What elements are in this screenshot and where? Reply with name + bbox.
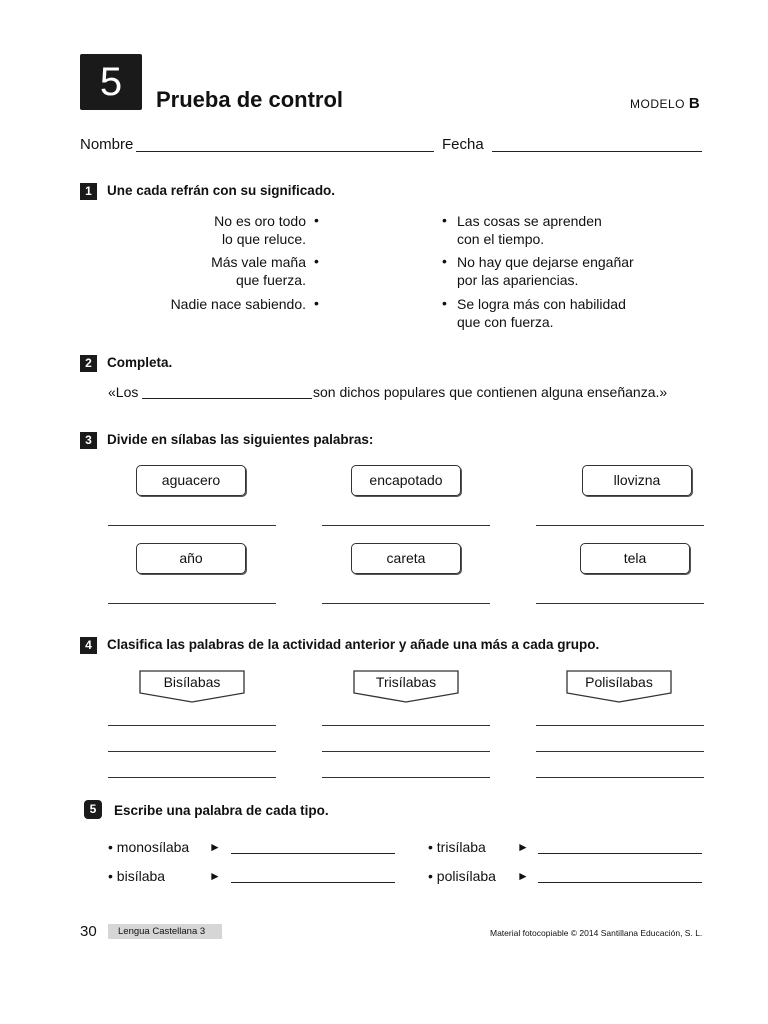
classify-line-3-1[interactable] [536, 725, 704, 726]
group-label-trisilabas: Trisílabas [375, 674, 437, 690]
match-dot-right-1[interactable]: • [442, 212, 447, 228]
match-dot-right-2[interactable]: • [442, 253, 447, 269]
exercise-1-number: 1 [80, 183, 97, 200]
syllable-line-3[interactable] [536, 525, 704, 526]
classify-line-1-2[interactable] [108, 751, 276, 752]
syllable-line-4[interactable] [108, 603, 276, 604]
meaning-1: Las cosas se aprenden con el tiempo. [457, 213, 602, 247]
word-box-careta: careta [351, 543, 461, 574]
arrow-icon: ► [209, 869, 221, 883]
exercise-5-number: 5 [84, 800, 102, 819]
meaning-3: Se logra más con habilidad que con fuerza. [457, 296, 626, 330]
classify-line-2-3[interactable] [322, 777, 490, 778]
meaning-2: No hay que dejarse engañar por las apariencias. [457, 254, 634, 288]
item-bisilaba: • bisílaba [108, 868, 166, 884]
answer-line-trisilaba[interactable] [538, 853, 702, 854]
match-dot-right-3[interactable]: • [442, 295, 447, 311]
classify-line-3-3[interactable] [536, 777, 704, 778]
proverb-1: No es oro todo lo que reluce. [214, 213, 306, 247]
fecha-label: Fecha [442, 136, 484, 153]
word-box-ano: año [136, 543, 246, 574]
exercise-5-instruction: Escribe una palabra de cada tipo. [114, 803, 329, 818]
match-dot-left-1[interactable]: • [314, 212, 319, 228]
word-box-tela: tela [580, 543, 690, 574]
group-tag-trisilabas [353, 670, 459, 704]
exercise-4-instruction: Clasifica las palabras de la actividad anterior y añade una más a cada grupo. [107, 637, 600, 652]
word-box-encapotado: encapotado [351, 465, 461, 496]
arrow-icon: ► [209, 840, 221, 854]
item-trisilaba: • trisílaba [428, 839, 486, 855]
answer-line-bisilaba[interactable] [231, 882, 395, 883]
completion-suffix: son dichos populares que contienen alguna enseñanza.» [313, 384, 668, 400]
classify-line-2-1[interactable] [322, 725, 490, 726]
group-label-polisilabas: Polisílabas [585, 674, 653, 690]
fecha-line[interactable] [492, 151, 702, 152]
answer-line-polisilaba[interactable] [538, 882, 702, 883]
classify-line-2-2[interactable] [322, 751, 490, 752]
classify-line-1-3[interactable] [108, 777, 276, 778]
group-tag-polisilabas [566, 670, 672, 704]
classify-line-3-2[interactable] [536, 751, 704, 752]
completion-prefix: «Los [108, 384, 139, 400]
match-dot-left-2[interactable]: • [314, 253, 319, 269]
exercise-3-number: 3 [80, 432, 97, 449]
exercise-1-instruction: Une cada refrán con su significado. [107, 183, 336, 198]
nombre-label: Nombre [80, 136, 134, 153]
syllable-line-6[interactable] [536, 603, 704, 604]
modelo-text: MODELO [630, 97, 686, 111]
subject-tag: Lengua Castellana 3 [108, 924, 222, 939]
item-polisilaba: • polisílaba [428, 868, 496, 884]
exercise-2-number: 2 [80, 355, 97, 372]
page-title: Prueba de control [156, 87, 344, 112]
copyright-text: Material fotocopiable © 2014 Santillana Educación, S. L. [490, 928, 703, 938]
group-tag-bisilabas [139, 670, 245, 704]
item-monosilaba: • monosílaba [108, 839, 190, 855]
classify-line-1-1[interactable] [108, 725, 276, 726]
proverb-3: Nadie nace sabiendo. [170, 296, 306, 312]
modelo-label [630, 95, 700, 112]
modelo-value: B [688, 95, 700, 112]
group-label-bisilabas: Bisílabas [163, 674, 221, 690]
match-dot-left-3[interactable]: • [314, 295, 319, 311]
exercise-2-instruction: Completa. [107, 355, 173, 370]
exercise-3-instruction: Divide en sílabas las siguientes palabras: [107, 432, 374, 447]
unit-number-badge: 5 [80, 54, 142, 110]
syllable-line-2[interactable] [322, 525, 490, 526]
arrow-icon: ► [517, 869, 529, 883]
proverb-2: Más vale maña que fuerza. [211, 254, 306, 288]
completion-blank[interactable] [142, 398, 312, 399]
word-box-aguacero: aguacero [136, 465, 246, 496]
nombre-line[interactable] [136, 151, 434, 152]
exercise-4-number: 4 [80, 637, 97, 654]
word-box-llovizna: llovizna [582, 465, 692, 496]
page-number: 30 [80, 923, 97, 940]
answer-line-monosilaba[interactable] [231, 853, 395, 854]
arrow-icon: ► [517, 840, 529, 854]
syllable-line-1[interactable] [108, 525, 276, 526]
syllable-line-5[interactable] [322, 603, 490, 604]
